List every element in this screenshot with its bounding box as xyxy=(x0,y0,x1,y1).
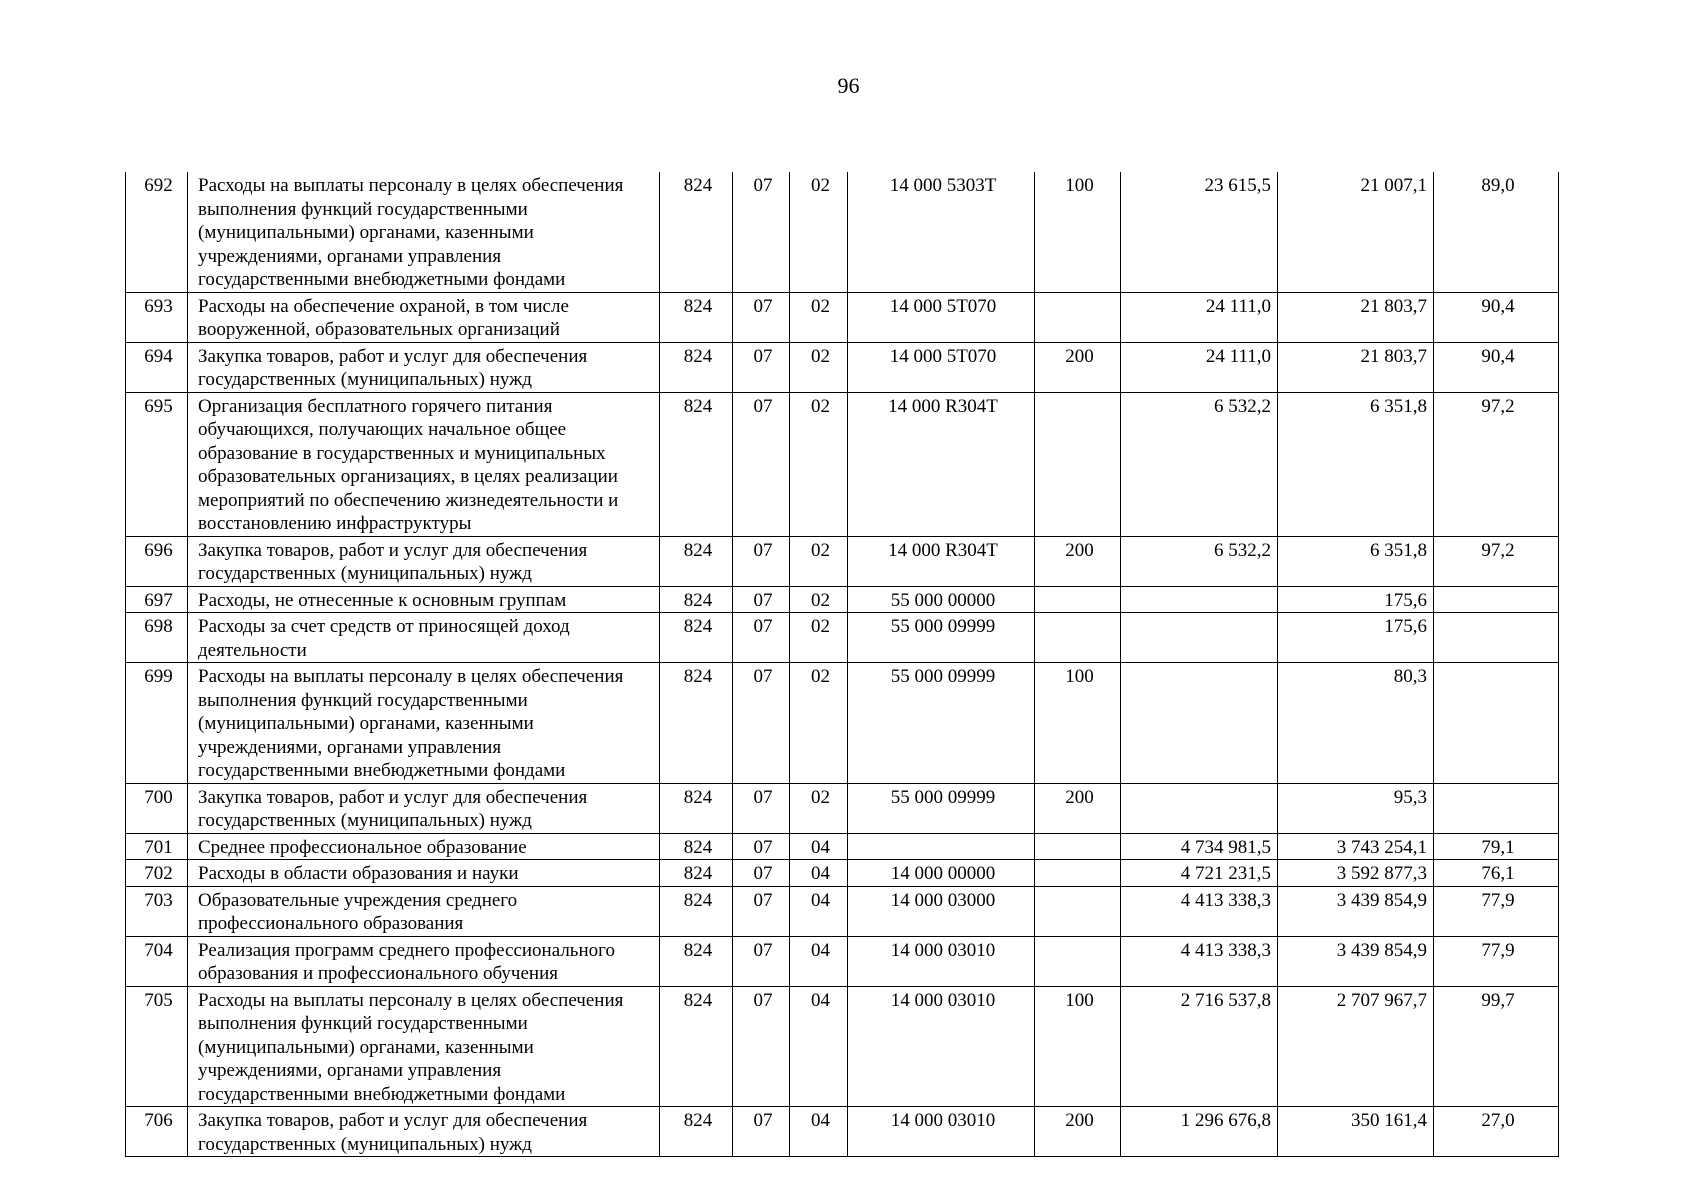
target-article-code-cell xyxy=(848,833,1035,860)
expense-name-cell: Организация бесплатного горячего питания обучающихся, получающих начальное общее образование в государственных и муниципальных образовательных организациях, в целях реализации мероприятий по обеспечению жизнедеятельности и восстановлению инфраструктуры xyxy=(188,392,660,536)
planned-amount-cell: 23 615,5 xyxy=(1121,172,1278,292)
expense-type-code-cell xyxy=(1035,860,1121,887)
expense-type-code-cell: 200 xyxy=(1035,783,1121,833)
ministry-code-cell: 824 xyxy=(660,292,733,342)
row-number-cell: 704 xyxy=(126,936,188,986)
ministry-code-cell: 824 xyxy=(660,392,733,536)
section-code-cell: 07 xyxy=(733,833,790,860)
section-code-cell: 07 xyxy=(733,392,790,536)
expense-name-cell: Расходы в области образования и науки xyxy=(188,860,660,887)
planned-amount-cell: 24 111,0 xyxy=(1121,342,1278,392)
ministry-code-cell: 824 xyxy=(660,536,733,586)
row-number-cell: 701 xyxy=(126,833,188,860)
subsection-code-cell: 04 xyxy=(790,886,848,936)
actual-amount-cell: 3 743 254,1 xyxy=(1278,833,1434,860)
ministry-code-cell: 824 xyxy=(660,986,733,1107)
ministry-code-cell: 824 xyxy=(660,936,733,986)
planned-amount-cell: 4 413 338,3 xyxy=(1121,936,1278,986)
target-article-code-cell: 14 000 03000 xyxy=(848,886,1035,936)
planned-amount-cell: 6 532,2 xyxy=(1121,536,1278,586)
expense-name-cell: Закупка товаров, работ и услуг для обеспечения государственных (муниципальных) нужд xyxy=(188,1107,660,1157)
subsection-code-cell: 02 xyxy=(790,292,848,342)
expense-name-cell: Расходы за счет средств от приносящей доход деятельности xyxy=(188,613,660,663)
table-body xyxy=(126,172,1559,1157)
execution-percent-cell: 89,0 xyxy=(1434,172,1559,292)
ministry-code-cell: 824 xyxy=(660,1107,733,1157)
expense-name-cell: Расходы на выплаты персоналу в целях обеспечения выполнения функций государственными (муниципальными) органами, казенными учреждениями, органами управления государственными внебюджетными фондами xyxy=(188,172,660,292)
execution-percent-cell: 99,7 xyxy=(1434,986,1559,1107)
planned-amount-cell xyxy=(1121,663,1278,784)
section-code-cell: 07 xyxy=(733,172,790,292)
expense-type-code-cell xyxy=(1035,886,1121,936)
expense-name-cell: Среднее профессиональное образование xyxy=(188,833,660,860)
expense-type-code-cell: 100 xyxy=(1035,172,1121,292)
actual-amount-cell: 3 439 854,9 xyxy=(1278,936,1434,986)
execution-percent-cell: 79,1 xyxy=(1434,833,1559,860)
target-article-code-cell: 14 000 R304Т xyxy=(848,536,1035,586)
planned-amount-cell: 4 721 231,5 xyxy=(1121,860,1278,887)
actual-amount-cell: 6 351,8 xyxy=(1278,536,1434,586)
ministry-code-cell: 824 xyxy=(660,663,733,784)
section-code-cell: 07 xyxy=(733,936,790,986)
subsection-code-cell: 02 xyxy=(790,342,848,392)
expense-name-cell: Расходы на выплаты персоналу в целях обеспечения выполнения функций государственными (муниципальными) органами, казенными учреждениями, органами управления государственными внебюджетными фондами xyxy=(188,986,660,1107)
section-code-cell: 07 xyxy=(733,860,790,887)
expense-type-code-cell xyxy=(1035,613,1121,663)
expense-type-code-cell xyxy=(1035,586,1121,613)
subsection-code-cell: 02 xyxy=(790,663,848,784)
subsection-code-cell: 02 xyxy=(790,172,848,292)
actual-amount-cell: 21 803,7 xyxy=(1278,342,1434,392)
planned-amount-cell: 1 296 676,8 xyxy=(1121,1107,1278,1157)
ministry-code-cell: 824 xyxy=(660,833,733,860)
subsection-code-cell: 02 xyxy=(790,536,848,586)
target-article-code-cell: 14 000 03010 xyxy=(848,986,1035,1107)
table-row xyxy=(126,783,1559,833)
execution-percent-cell: 90,4 xyxy=(1434,292,1559,342)
actual-amount-cell: 175,6 xyxy=(1278,613,1434,663)
table-row xyxy=(126,986,1559,1107)
expense-type-code-cell xyxy=(1035,292,1121,342)
ministry-code-cell: 824 xyxy=(660,586,733,613)
page-number: 96 xyxy=(837,73,860,98)
table-row xyxy=(126,172,1559,292)
planned-amount-cell: 6 532,2 xyxy=(1121,392,1278,536)
row-number-cell: 697 xyxy=(126,586,188,613)
subsection-code-cell: 02 xyxy=(790,613,848,663)
actual-amount-cell: 3 592 877,3 xyxy=(1278,860,1434,887)
actual-amount-cell: 3 439 854,9 xyxy=(1278,886,1434,936)
expense-type-code-cell xyxy=(1035,936,1121,986)
ministry-code-cell: 824 xyxy=(660,783,733,833)
planned-amount-cell: 2 716 537,8 xyxy=(1121,986,1278,1107)
execution-percent-cell: 77,9 xyxy=(1434,886,1559,936)
expense-type-code-cell: 100 xyxy=(1035,986,1121,1107)
expense-name-cell: Закупка товаров, работ и услуг для обеспечения государственных (муниципальных) нужд xyxy=(188,783,660,833)
ministry-code-cell: 824 xyxy=(660,860,733,887)
expense-type-code-cell: 200 xyxy=(1035,342,1121,392)
target-article-code-cell: 55 000 09999 xyxy=(848,663,1035,784)
actual-amount-cell: 21 007,1 xyxy=(1278,172,1434,292)
expense-type-code-cell: 100 xyxy=(1035,663,1121,784)
subsection-code-cell: 02 xyxy=(790,783,848,833)
execution-percent-cell: 77,9 xyxy=(1434,936,1559,986)
row-number-cell: 703 xyxy=(126,886,188,936)
planned-amount-cell xyxy=(1121,783,1278,833)
target-article-code-cell: 55 000 00000 xyxy=(848,586,1035,613)
row-number-cell: 694 xyxy=(126,342,188,392)
target-article-code-cell: 14 000 5Т070 xyxy=(848,342,1035,392)
table-row xyxy=(126,586,1559,613)
table-row xyxy=(126,613,1559,663)
table-row xyxy=(126,1107,1559,1157)
row-number-cell: 700 xyxy=(126,783,188,833)
table-row xyxy=(126,292,1559,342)
section-code-cell: 07 xyxy=(733,536,790,586)
target-article-code-cell: 14 000 03010 xyxy=(848,936,1035,986)
row-number-cell: 706 xyxy=(126,1107,188,1157)
target-article-code-cell: 55 000 09999 xyxy=(848,783,1035,833)
execution-percent-cell: 90,4 xyxy=(1434,342,1559,392)
ministry-code-cell: 824 xyxy=(660,342,733,392)
actual-amount-cell: 95,3 xyxy=(1278,783,1434,833)
expense-name-cell: Образовательные учреждения среднего профессионального образования xyxy=(188,886,660,936)
expense-name-cell: Расходы на обеспечение охраной, в том числе вооруженной, образовательных организаций xyxy=(188,292,660,342)
row-number-cell: 699 xyxy=(126,663,188,784)
target-article-code-cell: 55 000 09999 xyxy=(848,613,1035,663)
expense-name-cell: Закупка товаров, работ и услуг для обеспечения государственных (муниципальных) нужд xyxy=(188,342,660,392)
planned-amount-cell: 4 413 338,3 xyxy=(1121,886,1278,936)
subsection-code-cell: 02 xyxy=(790,586,848,613)
target-article-code-cell: 14 000 5303Т xyxy=(848,172,1035,292)
section-code-cell: 07 xyxy=(733,613,790,663)
execution-percent-cell: 97,2 xyxy=(1434,536,1559,586)
expense-type-code-cell: 200 xyxy=(1035,536,1121,586)
table-row xyxy=(126,342,1559,392)
ministry-code-cell: 824 xyxy=(660,172,733,292)
row-number-cell: 695 xyxy=(126,392,188,536)
actual-amount-cell: 2 707 967,7 xyxy=(1278,986,1434,1107)
target-article-code-cell: 14 000 03010 xyxy=(848,1107,1035,1157)
table-row xyxy=(126,663,1559,784)
table-row xyxy=(126,392,1559,536)
section-code-cell: 07 xyxy=(733,783,790,833)
expense-name-cell: Расходы, не отнесенные к основным группам xyxy=(188,586,660,613)
subsection-code-cell: 04 xyxy=(790,860,848,887)
section-code-cell: 07 xyxy=(733,586,790,613)
subsection-code-cell: 02 xyxy=(790,392,848,536)
table-row xyxy=(126,833,1559,860)
target-article-code-cell: 14 000 00000 xyxy=(848,860,1035,887)
expense-name-cell: Реализация программ среднего профессионального образования и профессионального обучения xyxy=(188,936,660,986)
table-row xyxy=(126,536,1559,586)
subsection-code-cell: 04 xyxy=(790,833,848,860)
expense-name-cell: Закупка товаров, работ и услуг для обеспечения государственных (муниципальных) нужд xyxy=(188,536,660,586)
row-number-cell: 705 xyxy=(126,986,188,1107)
planned-amount-cell xyxy=(1121,586,1278,613)
actual-amount-cell: 80,3 xyxy=(1278,663,1434,784)
expense-type-code-cell: 200 xyxy=(1035,1107,1121,1157)
subsection-code-cell: 04 xyxy=(790,936,848,986)
row-number-cell: 692 xyxy=(126,172,188,292)
target-article-code-cell: 14 000 R304Т xyxy=(848,392,1035,536)
target-article-code-cell: 14 000 5Т070 xyxy=(848,292,1035,342)
actual-amount-cell: 175,6 xyxy=(1278,586,1434,613)
budget-table xyxy=(125,172,1559,1157)
planned-amount-cell xyxy=(1121,613,1278,663)
section-code-cell: 07 xyxy=(733,292,790,342)
execution-percent-cell xyxy=(1434,663,1559,784)
section-code-cell: 07 xyxy=(733,886,790,936)
actual-amount-cell: 6 351,8 xyxy=(1278,392,1434,536)
planned-amount-cell: 4 734 981,5 xyxy=(1121,833,1278,860)
execution-percent-cell xyxy=(1434,613,1559,663)
ministry-code-cell: 824 xyxy=(660,886,733,936)
subsection-code-cell: 04 xyxy=(790,986,848,1107)
section-code-cell: 07 xyxy=(733,342,790,392)
subsection-code-cell: 04 xyxy=(790,1107,848,1157)
ministry-code-cell: 824 xyxy=(660,613,733,663)
section-code-cell: 07 xyxy=(733,663,790,784)
table-row xyxy=(126,886,1559,936)
table-row xyxy=(126,860,1559,887)
table-row xyxy=(126,936,1559,986)
actual-amount-cell: 21 803,7 xyxy=(1278,292,1434,342)
expense-type-code-cell xyxy=(1035,392,1121,536)
execution-percent-cell xyxy=(1434,783,1559,833)
row-number-cell: 693 xyxy=(126,292,188,342)
expense-name-cell: Расходы на выплаты персоналу в целях обеспечения выполнения функций государственными (муниципальными) органами, казенными учреждениями, органами управления государственными внебюджетными фондами xyxy=(188,663,660,784)
execution-percent-cell: 27,0 xyxy=(1434,1107,1559,1157)
actual-amount-cell: 350 161,4 xyxy=(1278,1107,1434,1157)
execution-percent-cell: 97,2 xyxy=(1434,392,1559,536)
section-code-cell: 07 xyxy=(733,986,790,1107)
execution-percent-cell xyxy=(1434,586,1559,613)
section-code-cell: 07 xyxy=(733,1107,790,1157)
execution-percent-cell: 76,1 xyxy=(1434,860,1559,887)
planned-amount-cell: 24 111,0 xyxy=(1121,292,1278,342)
expense-type-code-cell xyxy=(1035,833,1121,860)
row-number-cell: 696 xyxy=(126,536,188,586)
row-number-cell: 702 xyxy=(126,860,188,887)
row-number-cell: 698 xyxy=(126,613,188,663)
